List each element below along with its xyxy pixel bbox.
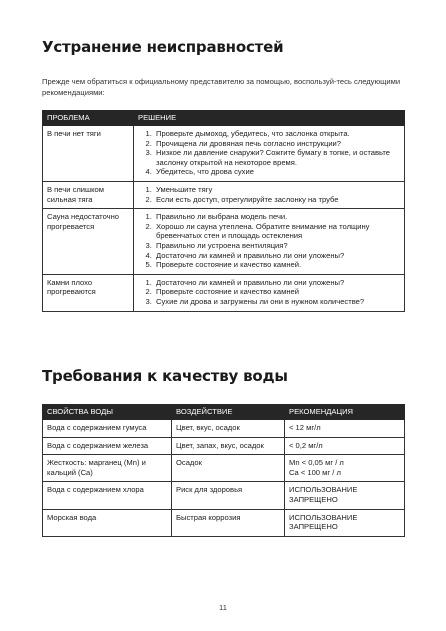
problem-cell: Камни плохо прогреваются <box>43 274 134 311</box>
effect-cell: Цвет, запах, вкус, осадок <box>172 437 285 455</box>
water-quality-title: Требования к качеству воды <box>42 367 288 385</box>
recommendation-cell: < 0,2 мг/л <box>285 437 405 455</box>
property-cell: Морская вода <box>43 509 172 536</box>
column-header-solution: РЕШЕНИЕ <box>134 111 405 126</box>
recommendation-cell: Mn < 0,05 мг / л Ca < 100 мг / л <box>285 455 405 482</box>
problem-cell: В печи нет тяги <box>43 126 134 182</box>
solution-item: 2. Хорошо ли сауна утеплена. Обратите внимание на толщину бревенчатых стен и площадь остекления <box>154 222 400 241</box>
table-row <box>43 455 405 482</box>
solution-item: 1. Проверьте дымоход, убедитесь, что заслонка открыта. <box>154 129 400 139</box>
solution-cell <box>134 181 405 208</box>
solution-item: 4. Достаточно ли камней и правильно ли они уложены? <box>154 251 400 261</box>
solution-cell <box>134 209 405 275</box>
solution-item: 5. Проверьте состояние и качество камней. <box>154 260 400 270</box>
column-header-problem: ПРОБЛЕМА <box>43 111 134 126</box>
property-cell: Вода с содержанием хлора <box>43 482 172 509</box>
solution-cell <box>134 274 405 311</box>
solution-item: 1. Достаточно ли камней и правильно ли они уложены? <box>154 278 400 288</box>
property-cell: Вода с содержанием гумуса <box>43 420 172 438</box>
table-row <box>43 181 405 208</box>
column-header-effect: ВОЗДЕЙСТВИЕ <box>172 405 285 420</box>
solution-item: 2. Прочищена ли дровяная печь согласно инструкции? <box>154 139 400 149</box>
problem-cell: Сауна недостаточно прогревается <box>43 209 134 275</box>
table-header-row <box>43 111 405 126</box>
solution-item: 1. Уменьшите тягу <box>154 185 400 195</box>
solution-item: 2. Проверьте состояние и качество камней <box>154 287 400 297</box>
table-row <box>43 482 405 509</box>
solution-item: 1. Правильно ли выбрана модель печи. <box>154 212 400 222</box>
page-number: 11 <box>219 603 227 612</box>
column-header-property: СВОЙСТВА ВОДЫ <box>43 405 172 420</box>
property-cell: Вода с содержанием железа <box>43 437 172 455</box>
water-quality-table <box>42 404 405 537</box>
table-header-row <box>43 405 405 420</box>
solution-list <box>138 278 400 307</box>
table-row <box>43 209 405 275</box>
solution-item: 2. Если есть доступ, отрегулируйте заслонку на трубе <box>154 195 400 205</box>
table-row <box>43 420 405 438</box>
recommendation-cell: < 12 мг/л <box>285 420 405 438</box>
column-header-recommendation: РЕКОМЕНДАЦИЯ <box>285 405 405 420</box>
property-cell: Жесткость: марганец (Mn) и кальций (Ca) <box>43 455 172 482</box>
solution-cell <box>134 126 405 182</box>
solution-list <box>138 129 400 177</box>
table-row <box>43 274 405 311</box>
problem-cell: В печи слишком сильная тяга <box>43 181 134 208</box>
solution-list <box>138 212 400 270</box>
table-row <box>43 509 405 536</box>
solution-item: 4. Убедитесь, что дрова сухие <box>154 167 400 177</box>
effect-cell: Цвет, вкус, осадок <box>172 420 285 438</box>
troubleshooting-intro: Прежде чем обратиться к официальному представителю за помощью, воспользуй-тесь следующими рекомендациями: <box>42 77 401 97</box>
effect-cell: Быстрая коррозия <box>172 509 285 536</box>
table-row <box>43 126 405 182</box>
solution-item: 3. Сухие ли дрова и загружены ли они в нужном количестве? <box>154 297 400 307</box>
recommendation-cell: ИСПОЛЬЗОВАНИЕ ЗАПРЕЩЕНО <box>285 482 405 509</box>
recommendation-cell: ИСПОЛЬЗОВАНИЕ ЗАПРЕЩЕНО <box>285 509 405 536</box>
effect-cell: Осадок <box>172 455 285 482</box>
solution-item: 3. Правильно ли устроена вентиляция? <box>154 241 400 251</box>
solution-list <box>138 185 400 204</box>
troubleshooting-table <box>42 110 405 312</box>
table-row <box>43 437 405 455</box>
effect-cell: Риск для здоровья <box>172 482 285 509</box>
troubleshooting-title: Устранение неисправностей <box>42 38 284 56</box>
solution-item: 3. Низкое ли давление снаружи? Сожгите бумагу в топке, и оставьте заслонку открытой на некоторое время. <box>154 148 400 167</box>
